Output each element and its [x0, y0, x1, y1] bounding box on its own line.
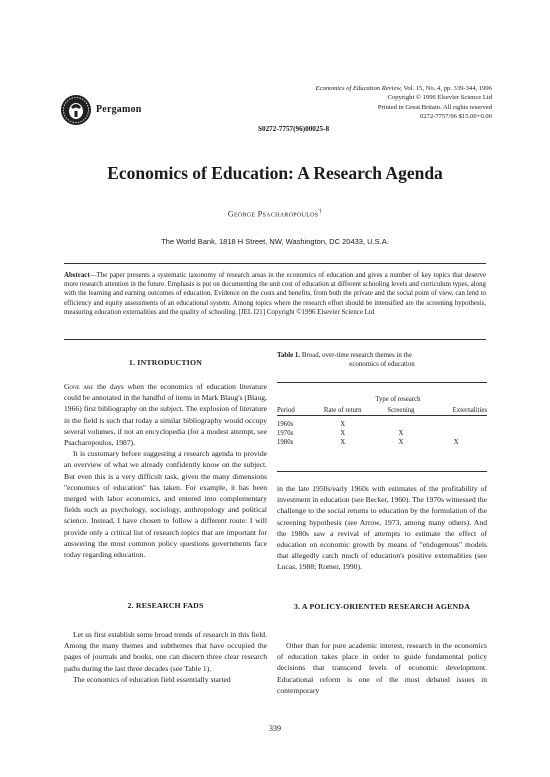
research-themes-table — [277, 395, 487, 448]
author-affiliation: The World Bank, 1818 H Street, NW, Washington, DC 20433, U.S.A. — [161, 237, 389, 246]
printed-line: Printed in Great Britain. All rights reserved — [377, 103, 492, 111]
abstract-top-rule — [64, 263, 486, 264]
right-column-paragraph: in the late 1950s/early 1960s with estimates of the profitability of investment in education (see Becker, 1960). The 1970s witnessed the challenge to the social returns to education by the formulation of the screening hypothesis (see Arrow, 1973, among many others). And the 1980s saw a revival of attempts to estimate the effect of education on economic growth by means of "endogenous" models that allegedly catch much of education's positive externalities (see Lucas, 1988; Romer, 1990). — [277, 484, 487, 572]
research-fads-continuation — [277, 483, 487, 573]
abstract — [64, 271, 486, 317]
author-footnote-mark: † — [318, 208, 323, 215]
table-spanner-header: Type of research — [375, 396, 421, 403]
author-first: George — [227, 209, 256, 219]
policy-paragraph-1: Other than for pure academic interest, research in the economics of education takes place in order to guide fundamental policy decisions that transcend levels of economic development. Educational reform is one of the most debated issues in contemporary — [277, 641, 487, 695]
intro-lead-words: Gone are — [64, 382, 94, 391]
table-label: Table 1. — [277, 352, 301, 359]
table-col-header: Externalities — [452, 407, 487, 415]
journal-issue: Vol. 15, No. 4, pp. 339-344, 1996 — [403, 85, 492, 92]
table-caption-line-1: Broad, over-time research themes in the — [301, 352, 412, 359]
section-heading-policy-agenda: 3. A POLICY-ORIENTED RESEARCH AGENDA — [293, 602, 471, 611]
table-caption — [277, 351, 487, 369]
introduction-text — [64, 381, 267, 560]
author-last: Psacharopoulos — [257, 209, 319, 219]
fads-paragraph-2: The economics of education field essentially started — [73, 674, 231, 684]
page-number: 339 — [269, 724, 281, 733]
table-top-rule — [277, 382, 487, 383]
abstract-text: —The paper presents a systematic taxonomy of research areas in the economics of education and gives a number of key topics that deserve more research attention in the future. Emphasis is put on documenting the unit cost of education at different schooling levels and curriculum types, along with the learning and earning outcomes of education. Evidence on the costs and benefits, from both the private and the social point of view, can lend to efficiency and equity assessments of an educational system. Among topics where the research effort should be intensified are the screening hypothesis, measuring education externalities and the quality of schooling. [JEL I21] Copyright ©1996 Elsevier Science Ltd — [64, 272, 486, 316]
publication-info — [232, 84, 492, 122]
author-name — [0, 208, 550, 219]
research-fads-text — [64, 629, 267, 685]
copyright-line: Copyright © 1996 Elsevier Science Ltd — [387, 94, 492, 102]
fads-paragraph-1: Let us first establish some broad trends of research in this field. Among the many themes and subthemes that have occupied the pages of journals and books, one can discern three clear research paths during the last three decades (see Table 1). — [64, 630, 267, 673]
journal-name: Economics of Education Review, — [315, 85, 402, 92]
article-title: Economics of Education: A Research Agenda — [107, 163, 443, 183]
section-heading-research-fads: 2. RESEARCH FADS — [127, 601, 204, 610]
table-row: 1980s X X X — [277, 439, 459, 447]
pergamon-logo-icon — [60, 94, 92, 131]
policy-agenda-text — [277, 640, 487, 696]
section-heading-introduction: 1. INTRODUCTION — [128, 358, 203, 367]
table-row: 1970s X X — [277, 430, 404, 438]
publisher-name: Pergamon — [96, 104, 142, 115]
table-bottom-rule — [277, 471, 487, 472]
intro-paragraph-1: Gone are the days when the economics of education literature could be annotated in the handful of items in Mark Blaug's (Blaug, 1966) first bibliography on the subject. The explosion of literature in the field is such that today a similar bibliography would occupy several volumes, if not an encyclopedia (for a modest attempt, see Psacharopoulos, 1987). — [64, 382, 267, 448]
table-col-header: Screening — [387, 407, 415, 415]
table-col-header: Period — [277, 407, 295, 415]
intro-paragraph-2: It is customary before suggesting a research agenda to provide an overview of what we already confidently know on the subject. But even this is a very difficult task, given the many dimensions "economics of education" has taken. For example, it has been merged with labor economics, and entered into complementary fields such as psychology, sociology, anthropology and political science. Instead, I have chosen to follow a different route: I will provide only a critical list of research topics that are important for answering the most common policy questions governments face today regarding education. — [64, 449, 267, 560]
table-col-header: Rate of return — [323, 407, 362, 415]
abstract-bottom-rule — [64, 339, 486, 340]
table-row: 1960s X — [277, 420, 346, 428]
article-code: S0272-7757(96)00025-8 — [258, 125, 330, 133]
abstract-label: Abstract — [64, 272, 90, 279]
table-caption-line-2: economics of education — [349, 361, 415, 369]
issn-price: 0272-7757/96 $15.00+0.00 — [419, 113, 492, 121]
